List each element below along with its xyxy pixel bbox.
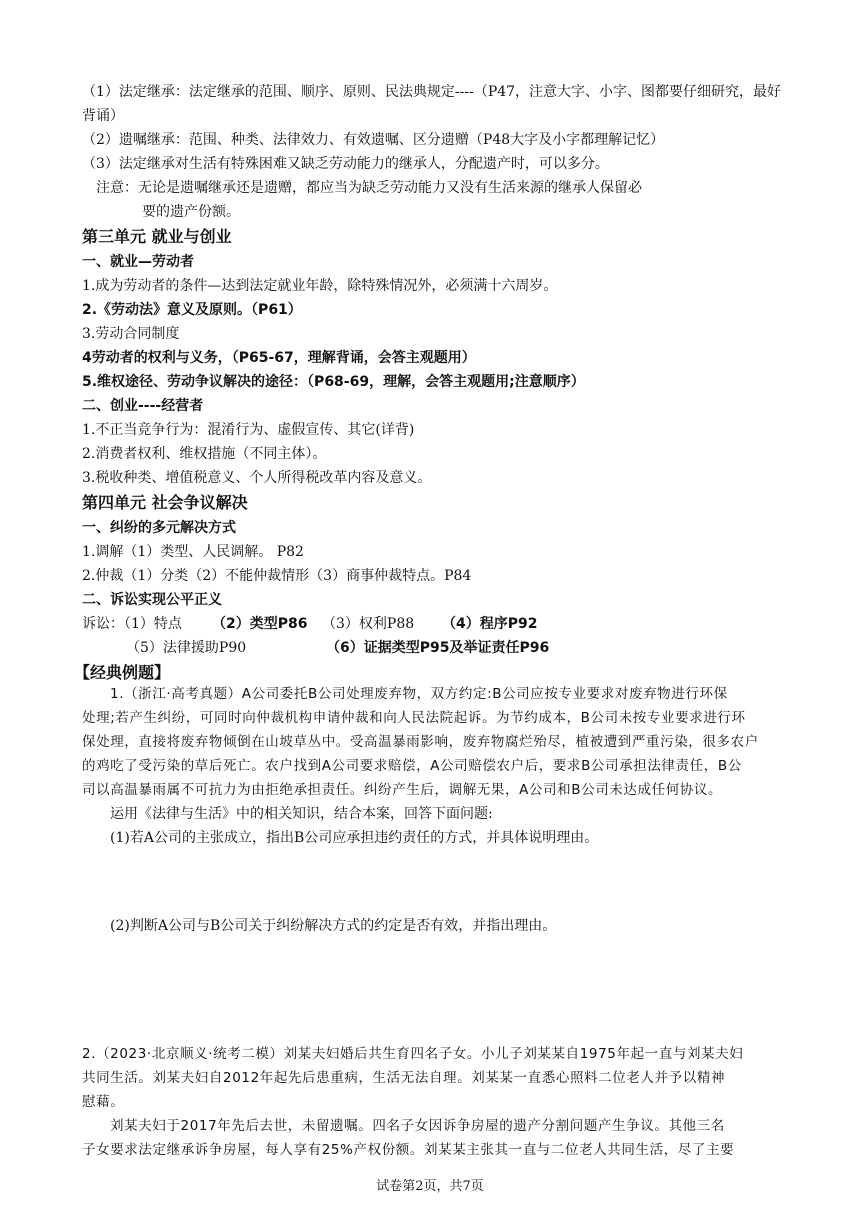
unit3-item-2: 2.《劳动法》意义及原则。（P61）	[82, 302, 302, 318]
litigation-item-1: （1）特点	[124, 616, 182, 632]
litigation-row-1	[82, 612, 182, 636]
q1-line-3: 保处理，直接将废弃物倾倒在山坡草丛中。受高温暴雨影响，废弃物腐烂殆尽，植被遭到严重污染，很多农户	[82, 734, 759, 750]
unit3-item-1: 1.成为劳动者的条件—达到法定就业年龄，除特殊情况外，必须满十六周岁。	[82, 278, 558, 294]
q2-line-2: 共同生活。刘某夫妇自2012年起先后患重病，生活无法自理。刘某某一直悉心照料二位老人并予以精神	[82, 1070, 726, 1086]
litigation-item-4: （4）程序P92	[442, 616, 538, 632]
unit3-section1-heading: 一、就业—劳动者	[82, 254, 194, 270]
litigation-item-5: （5）法律援助P90	[126, 640, 247, 656]
unit3-item-j3: 3.税收种类、增值税意义、个人所得税改革内容及意义。	[82, 470, 432, 486]
unit3-item-j1: 1.不正当竞争行为：混淆行为、虚假宣传、其它(详背)	[82, 422, 415, 438]
q1-line-5: 司以高温暴雨属不可抗力为由拒绝承担责任。纠纷产生后，调解无果，A公司和B公司未达成任何协议。	[82, 782, 723, 798]
unit3-title: 第三单元 就业与创业	[82, 227, 232, 246]
q1-subquestion-1: (1)若A公司的主张成立，指出B公司应承担违约责任的方式，并具体说明理由。	[110, 830, 599, 846]
unit4-title: 第四单元 社会争议解决	[82, 493, 248, 512]
litigation-label: 诉讼：	[82, 616, 124, 632]
q1-line-2: 处理;若产生纠纷，可同时向仲裁机构申请仲裁和向人民法院起诉。为节约成本，B公司未按专业要求进行环	[82, 710, 746, 726]
q2-line-3: 慰藉。	[82, 1094, 125, 1110]
q1-line-6: 运用《法律与生活》中的相关知识，结合本案，回答下面问题:	[110, 806, 493, 822]
unit4-section1-heading: 一、纠纷的多元解决方式	[82, 520, 236, 536]
law-note-line-1: 注意：无论是遗嘱继承还是遗赠，都应当为缺乏劳动能力又没有生活来源的继承人保留必	[96, 180, 642, 196]
unit3-item-5: 5.维权途径、劳动争议解决的途径：（P68-69，理解，会答主观题用;注意顺序）	[82, 374, 585, 390]
unit3-item-j2: 2.消费者权利、维权措施（不同主体）。	[82, 446, 327, 462]
unit3-section2-heading: 二、创业----经营者	[82, 398, 204, 414]
law-item-1: （1）法定继承：法定继承的范围、顺序、原则、民法典规定----（P47，注意大字、小字、图都要仔细研究，最好背诵）	[82, 84, 782, 124]
unit3-item-4: 4劳动者的权利与义务，（P65-67，理解背诵，会答主观题用）	[82, 350, 476, 366]
litigation-item-3: （3）权利P88	[322, 616, 415, 632]
q2-line-1: 2.（2023·北京顺义·统考二模）刘某夫妇婚后共生育四名子女。小儿子刘某某自1975年起一直与刘某夫妇	[82, 1046, 744, 1062]
unit4-item-k2: 2.仲裁（1）分类（2）不能仲裁情形（3）商事仲裁特点。P84	[82, 568, 472, 584]
law-item-2: （2）遗嘱继承：范围、种类、法律效力、有效遗嘱、区分遗赠（P48大字及小字都理解记忆）	[82, 132, 665, 148]
q2-line-5: 子女要求法定继承诉争房屋，每人享有25%产权份额。刘某某主张其一直与二位老人共同生活，尽了主要	[82, 1142, 735, 1158]
unit3-item-3: 3.劳动合同制度	[82, 326, 180, 342]
q1-subquestion-2: (2)判断A公司与B公司关于纠纷解决方式的约定是否有效，并指出理由。	[110, 918, 557, 934]
q1-line-1: 1.（浙江·高考真题）A公司委托B公司处理废弃物，双方约定:B公司应按专业要求对废弃物进行环保	[110, 686, 728, 702]
law-item-3: （3）法定继承对生活有特殊困难又缺乏劳动能力的继承人，分配遗产时，可以多分。	[82, 156, 609, 172]
litigation-item-6: （6）证据类型P95及举证责任P96	[326, 640, 550, 656]
page-footer: 试卷第2页，共7页	[376, 1179, 484, 1194]
q1-line-4: 的鸡吃了受污染的草后死亡。农户找到A公司要求赔偿，A公司赔偿农户后，要求B公司承担法律责任，B公	[82, 758, 742, 774]
unit4-item-k1: 1.调解（1）类型、人民调解。 P82	[82, 544, 304, 560]
litigation-item-2: （2）类型P86	[212, 616, 308, 632]
examples-heading: 【经典例题】	[74, 663, 171, 682]
unit4-section2-heading: 二、诉讼实现公平正义	[82, 592, 222, 608]
q2-line-4: 刘某夫妇于2017年先后去世，未留遗嘱。四名子女因诉争房屋的遗产分割问题产生争议。其他三名	[110, 1118, 725, 1134]
law-note-line-2: 要的遗产份额。	[142, 204, 240, 220]
